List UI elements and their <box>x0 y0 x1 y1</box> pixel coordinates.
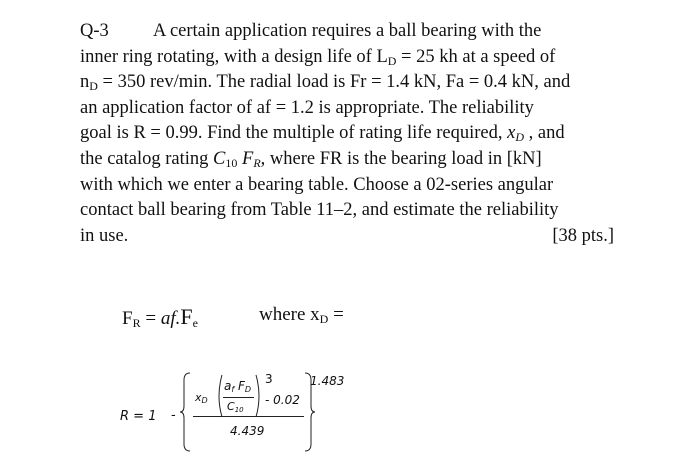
denominator-value: 4.439 <box>230 424 265 438</box>
question-number: Q-3 <box>80 21 109 41</box>
problem-line-5: goal is R = 0.99. Find the multiple of rating life required, $x_D$ , and <box>80 123 565 145</box>
x-d-symbol: x <box>195 391 202 404</box>
inner-right-paren <box>255 374 263 418</box>
where-xd-label: where $x_D$ = <box>259 304 344 326</box>
problem-line-6: the catalog rating $C_{10}$ $F_R$, where FR is the bearing load in [kN] <box>80 148 542 170</box>
outer-exponent: 1.483 <box>310 374 345 388</box>
inner-exponent: 3 <box>265 372 273 386</box>
reliability-minus: - <box>171 408 176 423</box>
minus-constant: - 0.02 <box>265 393 300 407</box>
problem-statement <box>80 19 628 249</box>
points-label: [38 pts.] <box>552 225 614 246</box>
fraction-bar <box>223 397 254 398</box>
problem-line-3: $n_D = 350$ rev/min. The radial load is Fr = 1.4 kN, Fa = 0.4 kN, and <box>80 72 571 94</box>
main-fraction-bar <box>193 416 304 417</box>
outer-left-brace <box>179 372 191 452</box>
problem-line-2: inner ring rotating, with a design life of $L_D = 25$ kh at a speed of <box>80 46 556 68</box>
bearing-load-equation: $F_R = af.F_e$ <box>122 304 198 330</box>
reliability-equation: R = 1 - $x_D$ $a_f$ $F_D$ $C_{10}$ 3 - 0.02 4.439 1.483 <box>116 372 376 452</box>
problem-line-4: an application factor of af = 1.2 is appropriate. The reliability <box>80 97 534 118</box>
inner-left-paren <box>215 374 223 418</box>
fraction-numerator: $a_f$ $F_D$ <box>224 379 252 394</box>
problem-line-9: in use. [38 pts.] <box>80 224 628 250</box>
problem-line-1: Q-3 A certain application requires a ball bearing with the <box>80 19 628 45</box>
fraction-denominator: $C_{10}$ <box>227 400 244 414</box>
problem-line-7: with which we enter a bearing table. Choose a 02-series angular <box>80 174 554 195</box>
reliability-lhs: R = 1 <box>120 409 157 424</box>
problem-line-8: contact ball bearing from Table 11–2, and estimate the reliability <box>80 200 559 221</box>
